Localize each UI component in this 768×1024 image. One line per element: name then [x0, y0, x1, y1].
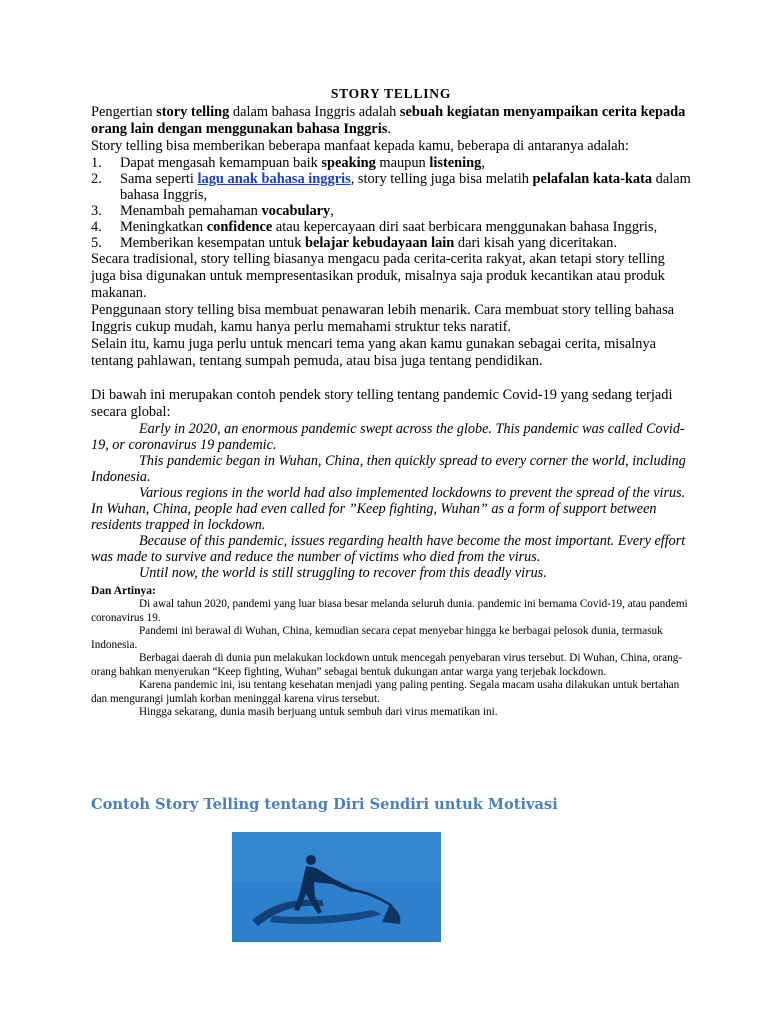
- item-bold: listening: [429, 155, 482, 171]
- list-item-text: [116, 171, 691, 203]
- story-paragraph: Various regions in the world had also implemented lockdowns to prevent the spread of the virus. In Wuhan, China, people had even called for ”Keep fighting, Wuhan” as a form of support between residents trapped in lockdown.: [91, 485, 686, 533]
- translation-paragraph: Di awal tahun 2020, pandemi yang luar biasa besar melanda seluruh dunia. pandemic ini bernama Covid-19, atau pandemi coronavirus 19.: [91, 598, 688, 624]
- intro-term: story telling: [156, 104, 230, 120]
- illustration-svg: [232, 832, 441, 942]
- translation-label: Dan Artinya:: [91, 585, 156, 597]
- story-paragraph: Early in 2020, an enormous pandemic swept across the globe. This pandemic was called Covid-19, or coronavirus 19 pandemic.: [91, 421, 685, 453]
- item-text: Menambah pemahaman: [120, 203, 262, 219]
- translation-paragraph: Karena pandemic ini, isu tentang kesehatan menjadi yang paling penting. Segala macam usaha dilakukan untuk bertahan dan mengurangi jumlah korban meninggal karena virus tersebut.: [91, 679, 680, 705]
- item-text: Sama seperti: [120, 171, 198, 187]
- list-item-text: [116, 219, 691, 235]
- item-text: Dapat mengasah kemampuan baik: [120, 155, 322, 171]
- list-number: 3.: [91, 203, 102, 219]
- page-title: STORY TELLING: [330, 86, 452, 101]
- list-item-text: [116, 203, 691, 219]
- list-item-text: [116, 235, 691, 251]
- benefits-list: [91, 155, 691, 251]
- section-heading: Contoh Story Telling tentang Diri Sendiri untuk Motivasi: [91, 796, 558, 813]
- benefits-intro: Story telling bisa memberikan beberapa manfaat kepada kamu, beberapa di antaranya adalah:: [91, 138, 629, 154]
- list-item: [91, 171, 691, 203]
- translation-block: [91, 598, 691, 720]
- story-paragraph: Until now, the world is still struggling to recover from this deadly virus.: [139, 565, 547, 581]
- item-text: atau kepercayaan diri saat berbicara menggunakan bahasa Inggris,: [272, 219, 658, 235]
- list-item: [91, 219, 691, 235]
- item-bold: belajar kebudayaan lain: [305, 235, 455, 251]
- list-item-text: [116, 155, 691, 171]
- list-number: 1.: [91, 155, 102, 171]
- list-item: [91, 203, 691, 219]
- lagu-anak-link[interactable]: lagu anak bahasa inggris: [197, 171, 351, 187]
- item-text: maupun: [375, 155, 430, 171]
- item-text: Meningkatkan: [120, 219, 207, 235]
- body-paragraph: Selain itu, kamu juga perlu untuk mencari tema yang akan kamu gunakan sebagai cerita, misalnya tentang pahlawan, tentang sumpah pemuda, atau bisa juga tentang pendidikan.: [91, 336, 657, 369]
- story-paragraph: Because of this pandemic, issues regarding health have become the most important. Every effort was made to survive and reduce the number of victims who died from the virus.: [91, 533, 686, 565]
- body-paragraph: Penggunaan story telling bisa membuat penawaran lebih menarik. Cara membuat story telling bahasa Inggris cukup mudah, kamu hanya perlu memahami struktur teks naratif.: [91, 302, 675, 335]
- translation-paragraph: Berbagai daerah di dunia pun melakukan lockdown untuk mencegah penyebaran virus tersebut. Di Wuhan, China, orang-orang bahkan menyerukan “Keep fighting, Wuhan” sebagai bentuk dukungan antar warga yang terjebak lockdown.: [91, 652, 683, 678]
- item-bold: speaking: [321, 155, 376, 171]
- item-bold: vocabulary: [261, 203, 331, 219]
- body-paragraph: Secara tradisional, story telling biasanya mengacu pada cerita-cerita rakyat, akan tetapi story telling juga bisa digunakan untuk mempresentasikan produk, misalnya saja produk kecantikan atau produk makanan.: [91, 251, 665, 301]
- list-item: [91, 235, 691, 251]
- intro-definition: sebuah kegiatan menyampaikan cerita kepada orang lain dengan menggunakan bahasa Inggris: [91, 104, 686, 137]
- item-text: ,: [481, 155, 485, 171]
- item-bold: confidence: [206, 219, 273, 235]
- story-example: [91, 421, 691, 581]
- intro-text: .: [387, 121, 391, 137]
- document-body: [91, 86, 691, 720]
- list-number: 4.: [91, 219, 102, 235]
- intro-text: dalam bahasa Inggris adalah: [229, 104, 400, 120]
- intro-text: Pengertian: [91, 104, 157, 120]
- translation-paragraph: Hingga sekarang, dunia masih berjuang untuk sembuh dari virus mematikan ini.: [139, 706, 498, 718]
- item-text: dari kisah yang diceritakan.: [454, 235, 617, 251]
- story-paragraph: This pandemic began in Wuhan, China, then quickly spread to every corner the world, including Indonesia.: [91, 453, 686, 485]
- item-text: dalam bahasa Inggris,: [120, 171, 691, 203]
- list-number: 2.: [91, 171, 102, 187]
- man-pulling-shadow-illustration: [232, 832, 441, 942]
- item-bold: pelafalan kata-kata: [532, 171, 653, 187]
- item-text: ,: [330, 203, 334, 219]
- spacer: [91, 370, 691, 387]
- intro-paragraph: [91, 104, 691, 138]
- list-number: 5.: [91, 235, 102, 251]
- list-item: [91, 155, 691, 171]
- item-text: , story telling juga bisa melatih: [350, 171, 533, 187]
- example-intro: Di bawah ini merupakan contoh pendek story telling tentang pandemic Covid-19 yang sedang terjadi secara global:: [91, 387, 673, 420]
- translation-paragraph: Pandemi ini berawal di Wuhan, China, kemudian secara cepat menyebar hingga ke berbagai pelosok dunia, termasuk Indonesia.: [91, 625, 663, 651]
- item-text: Memberikan kesempatan untuk: [120, 235, 306, 251]
